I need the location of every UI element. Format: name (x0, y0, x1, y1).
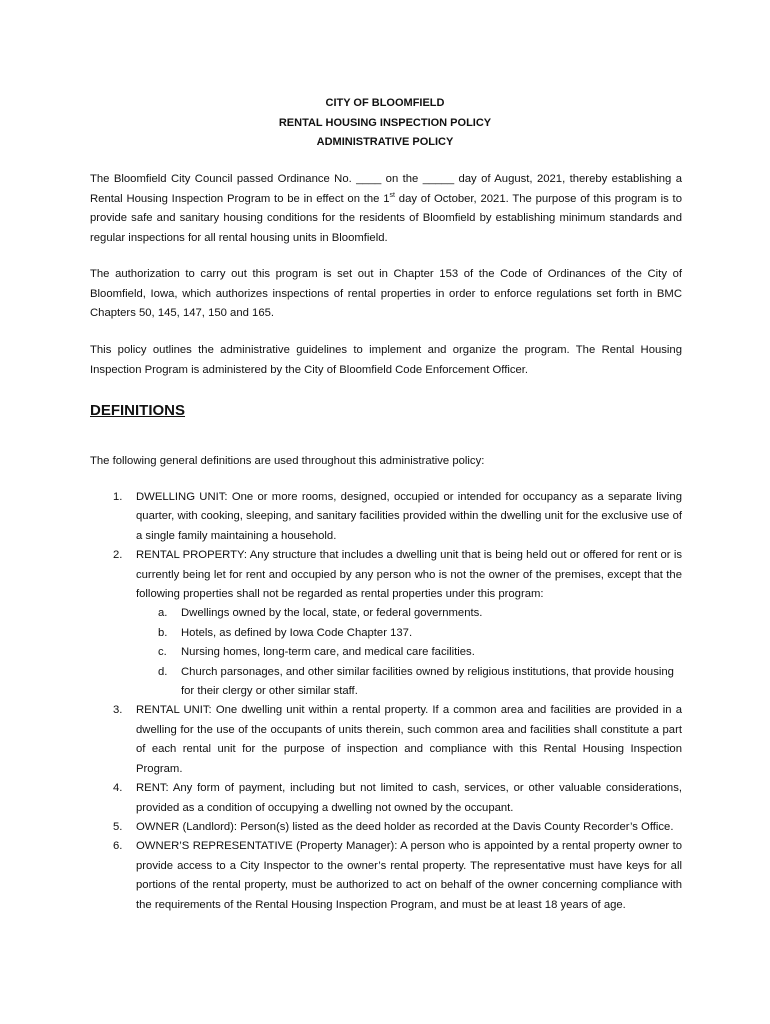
intro-paragraph-3: This policy outlines the administrative guidelines to implement and organize the program. The Rental Housing Inspection Program is administered by the City of Bloomfield Code Enforcement Officer. (90, 344, 682, 376)
item-number: 1. (113, 491, 123, 503)
intro-p1-text: The Bloomfield City Council passed Ordinance No. ____ on the _____ day of August, 2021, thereby establishing a Rental Housing Inspection Program to be in effect on the 1 (90, 173, 682, 205)
list-item (113, 837, 682, 915)
item-number: 5. (113, 820, 123, 833)
item-text: RENTAL PROPERTY: Any structure that includes a dwelling unit that is being held out or offered for rent or is currently being let for rent and occupied by any person who is not the owner of the premises, except that the following properties shall not be regarded as rental properties under this program: (136, 549, 682, 601)
sub-letter: b. (158, 626, 168, 639)
definitions-lead: The following general definitions are used throughout this administrative policy: (90, 455, 485, 467)
item-body (136, 546, 682, 701)
intro-paragraph-2: The authorization to carry out this program is set out in Chapter 153 of the Code of Ordinances of the City of Bloomfield, Iowa, which authorizes inspections of rental properties in order to enforce regulations set forth in BMC Chapters 50, 145, 147, 150 and 165. (90, 268, 682, 319)
item-number: 3. (113, 704, 123, 717)
intro-paragraph-1 (90, 170, 682, 248)
item-text: RENTAL UNIT: One dwelling unit within a rental property. If a common area and facilities are provided in a dwelling for the use of the occupants of units therein, such common area and facilities shall constitute a part of each rental unit for the purpose of inspection and compliance with this Rental Housing Inspection Program. (136, 704, 682, 775)
sublist-item (158, 663, 682, 702)
item-text: RENT: Any form of payment, including but not limited to cash, services, or other valuable considerations, provided as a condition of occupying a dwelling not owned by the occupant. (136, 782, 682, 814)
definitions-list (113, 488, 682, 915)
sub-text: Dwellings owned by the local, state, or federal governments. (181, 607, 483, 620)
list-item (113, 779, 682, 818)
definitions-heading: DEFINITIONS (90, 402, 186, 419)
item-number: 6. (113, 840, 123, 853)
document-header (0, 94, 770, 153)
list-item (113, 818, 682, 837)
item-number: 2. (113, 549, 123, 562)
sub-text: Church parsonages, and other similar facilities owned by religious institutions, that provide housing for their clergy or other similar staff. (181, 665, 674, 698)
sub-letter: d. (158, 665, 168, 678)
sublist-item (158, 643, 682, 662)
ordinal-superscript: st (389, 191, 395, 199)
sublist-item (158, 604, 682, 623)
intro-p1-text-cont: day of October, 2021. The purpose of this program is to provide safe and sanitary housing conditions for the residents of Bloomfield by establishing minimum standards and regular inspections for all rental housing units in Bloomfield. (90, 192, 682, 244)
item-text: OWNER (Landlord): Person(s) listed as the deed holder as recorded at the Davis County Recorder’s Office. (136, 820, 674, 833)
item-number: 4. (113, 782, 123, 795)
list-item (113, 546, 682, 701)
sub-letter: c. (158, 646, 167, 659)
sub-text: Nursing homes, long-term care, and medical care facilities. (181, 646, 475, 659)
city-title: CITY OF BLOOMFIELD (325, 97, 445, 109)
list-item (113, 701, 682, 779)
item-text: OWNER’S REPRESENTATIVE (Property Manager): A person who is appointed by a rental property owner to provide access to a City Inspector to the owner’s rental property. The representative must have keys for all portions of the rental property, must be authorized to act on behalf of the owner concerning compliance with the requirements of the Rental Housing Inspection Program, and must be at least 18 years of age. (136, 840, 682, 911)
policy-title: RENTAL HOUSING INSPECTION POLICY (278, 116, 492, 129)
sub-text: Hotels, as defined by Iowa Code Chapter 137. (181, 626, 413, 639)
list-item (113, 488, 682, 546)
item-text: DWELLING UNIT: One or more rooms, designed, occupied or intended for occupancy as a separate living quarter, with cooking, sleeping, and sanitary facilities provided within the dwelling unit for the exclusive use of a single family maintaining a household. (136, 491, 682, 542)
policy-subtitle: ADMINISTRATIVE POLICY (316, 136, 454, 148)
exclusions-sublist (136, 604, 682, 701)
sub-letter: a. (158, 607, 168, 620)
sublist-item (158, 624, 682, 643)
